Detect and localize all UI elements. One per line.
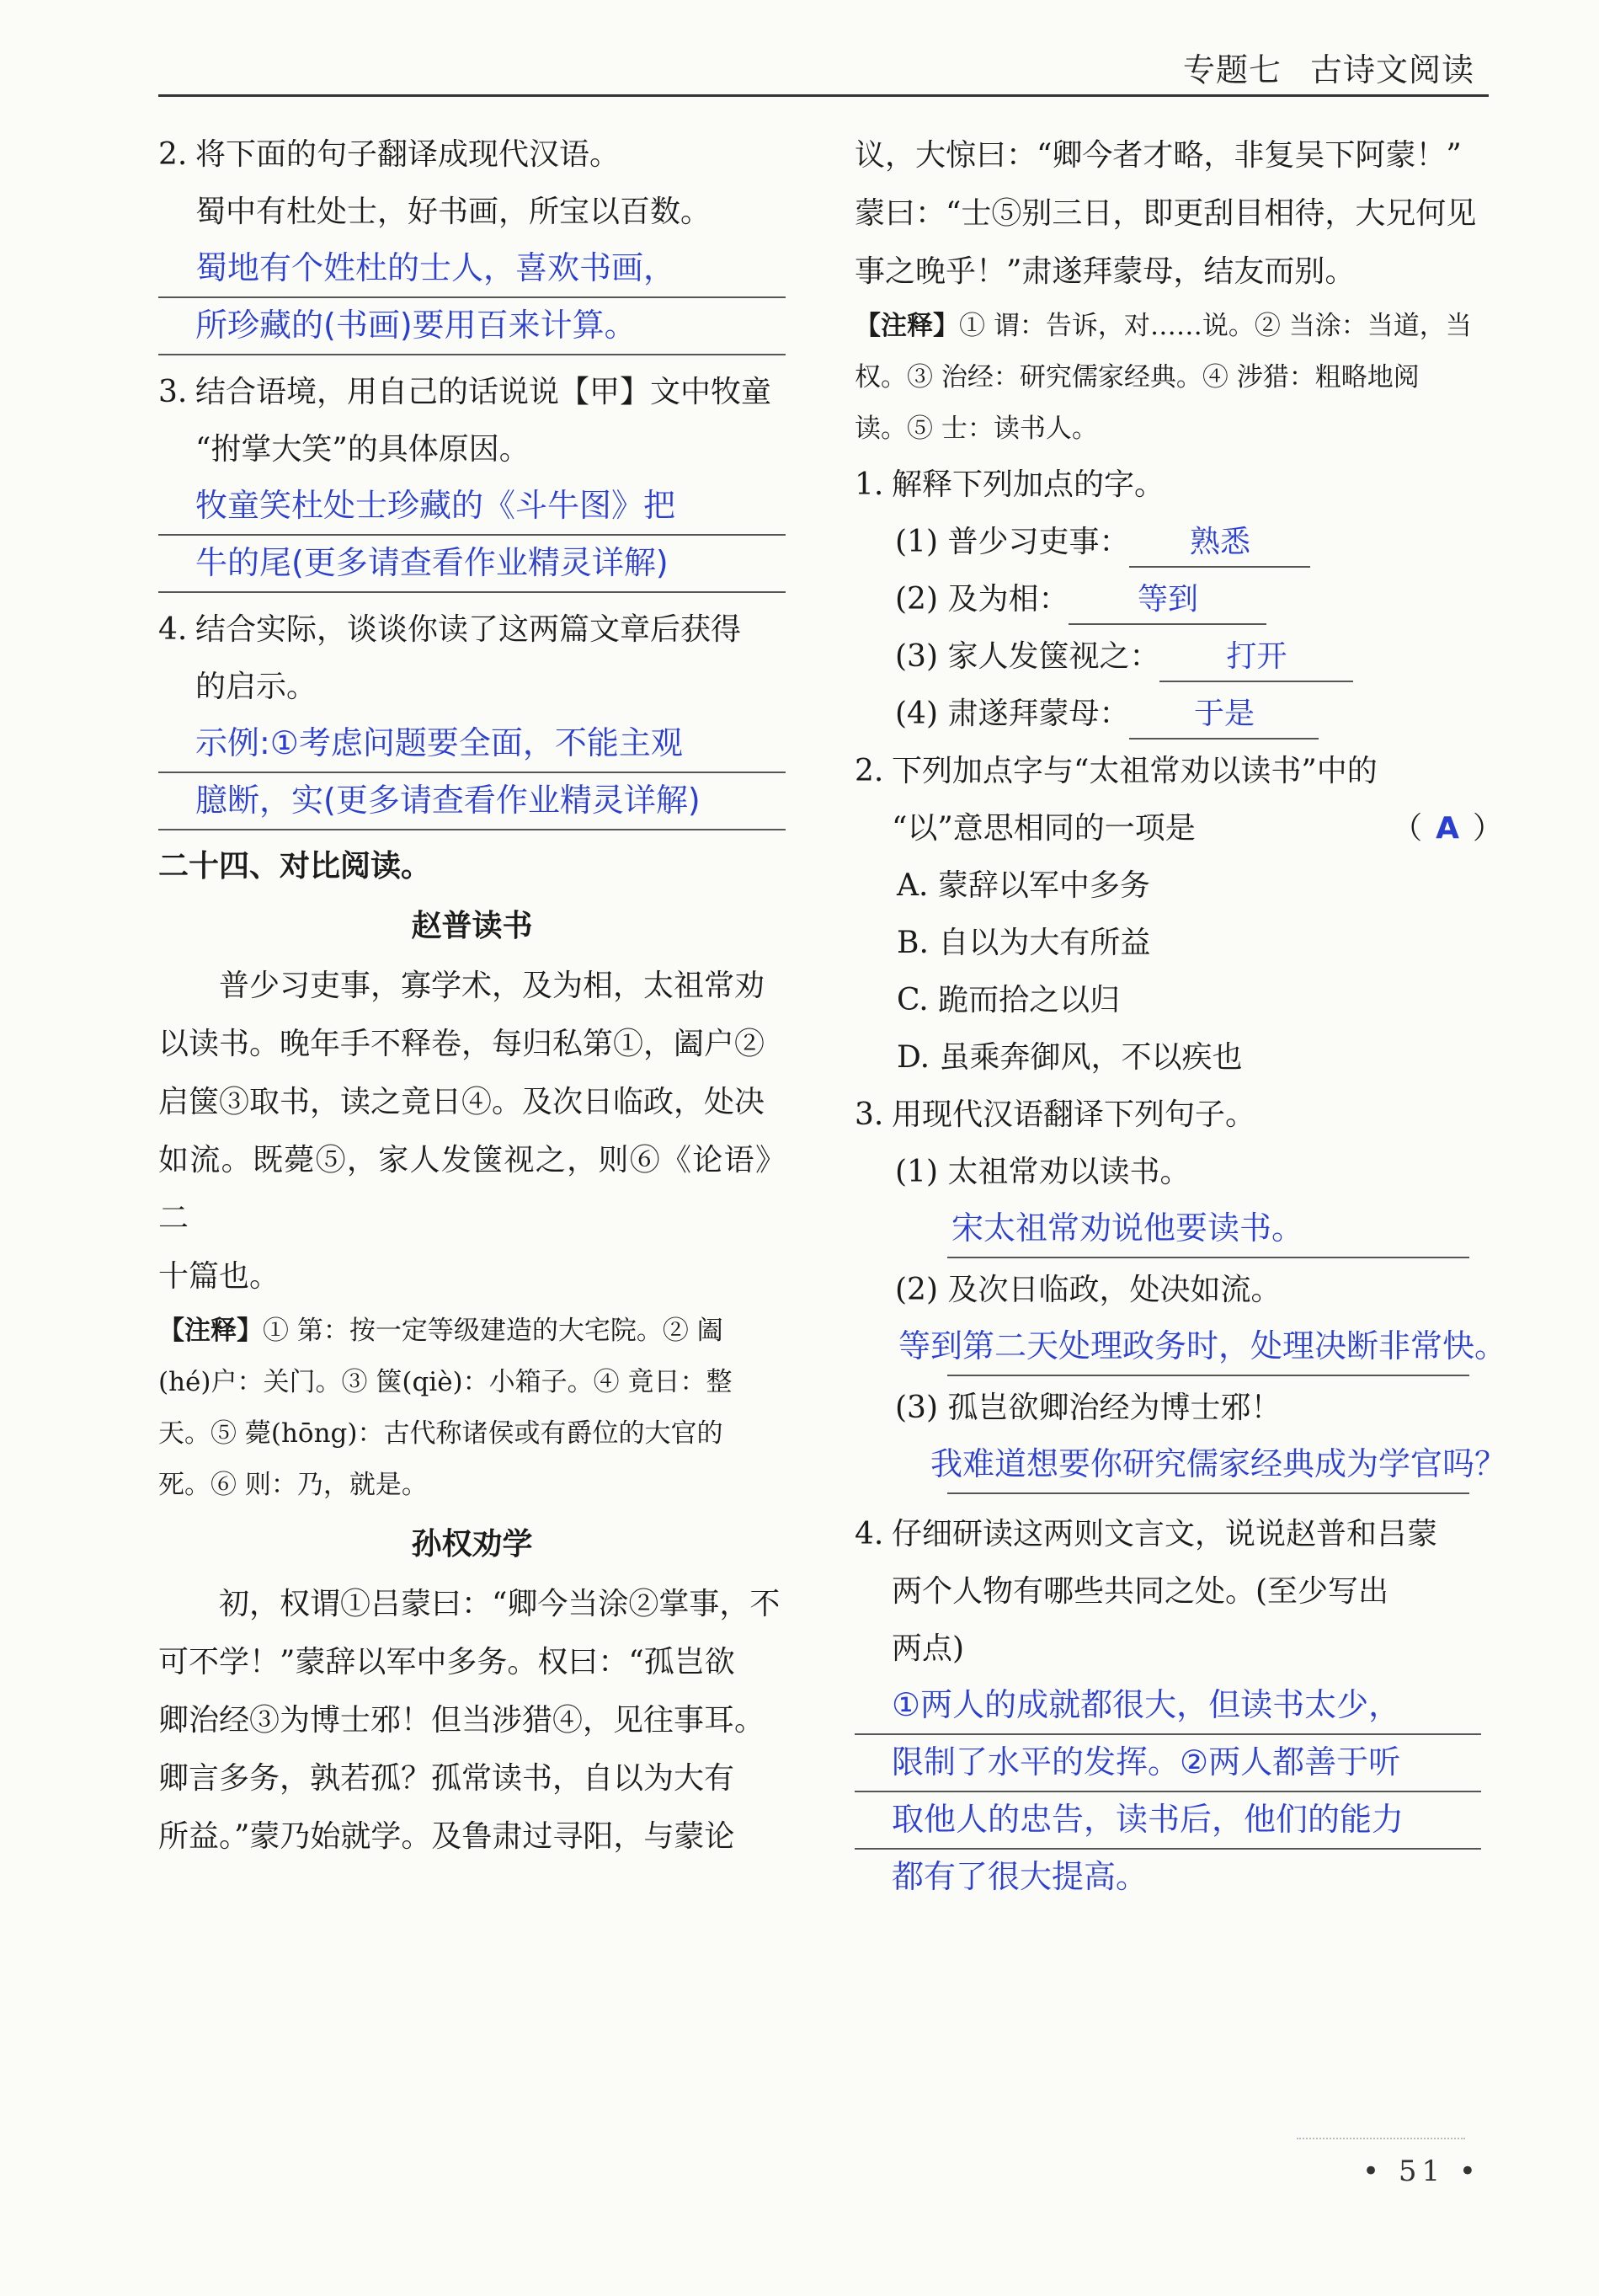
question-prompt-cont: 两点) [892, 1631, 965, 1666]
question-number: 2. [158, 137, 188, 172]
question-2-left [158, 126, 786, 355]
translate-answer: 宋太祖常劝说他要读书。 [951, 1209, 1304, 1247]
left-column [158, 126, 786, 1866]
translate-answer: 我难道想要你研究儒家经典成为学官吗？ [930, 1445, 1507, 1482]
question-prompt-cont: 的启示。 [195, 670, 317, 704]
note-line: 死。⑥ 则：乃，就是。 [158, 1470, 428, 1500]
passage-body [158, 1575, 786, 1866]
word-item [855, 514, 1503, 571]
right-column [855, 126, 1507, 1905]
translate-item-label: (3) 孤岂欲卿治经为博士邪！ [895, 1391, 1282, 1425]
passage-continued [855, 126, 1503, 301]
option-d: D. 虽乘奔御风，不以疾也 [897, 1040, 1243, 1075]
answer-line: 取他人的忠告，读书后，他们的能力 [855, 1791, 1481, 1850]
translate-item-label: (1) 太祖常劝以读书。 [895, 1155, 1191, 1189]
note-line: 读。⑤ 士：读书人。 [855, 414, 1098, 444]
passage-line: 议，大惊曰：“卿今者才略，非复吴下阿蒙！” [855, 138, 1462, 173]
question-number: 3. [158, 375, 188, 409]
passage-line: 卿治经③为博士邪！但当涉猎④，见往事耳。 [158, 1703, 765, 1738]
word-item [855, 686, 1503, 743]
note-line: 权。③ 治经：研究儒家经典。④ 涉猎：粗略地阅 [855, 362, 1420, 392]
translate-item-label: (2) 及次日临政，处决如流。 [895, 1273, 1282, 1307]
passage-line: 可不学！”蒙辞以军中多务。权曰：“孤岂欲 [158, 1645, 735, 1679]
word-item-answer: 等到 [1069, 576, 1266, 625]
question-3-right [855, 1087, 1507, 1494]
note-line: (hé)户：关门。③ 箧(qiè)：小箱子。④ 竟日：整 [158, 1367, 733, 1397]
word-item-answer: 打开 [1159, 633, 1353, 682]
paren-open: （ [1392, 811, 1423, 846]
passage-line: 十篇也。 [158, 1259, 280, 1294]
question-number: 2. [855, 754, 884, 788]
word-item [855, 571, 1503, 628]
answer-line: 蜀地有个姓杜的士人，喜欢书画， [158, 241, 786, 298]
word-item-label: (4) 肃遂拜蒙母： [895, 697, 1130, 731]
answer-line: 示例:①考虑问题要全面，不能主观 [158, 716, 786, 773]
note-line: 天。⑤ 薨(hōng)：古代称诸侯或有爵位的大官的 [158, 1418, 723, 1449]
question-number: 3. [855, 1097, 884, 1132]
question-prompt: 结合语境，用自己的话说说【甲】文中牧童 [195, 375, 772, 409]
section-label: 专题七 [1183, 51, 1282, 88]
word-item-label: (2) 及为相： [895, 582, 1069, 617]
answer-line: 牧童笑杜处士珍藏的《斗牛图》把 [158, 478, 786, 536]
note-tag: 【注释】 [158, 1316, 263, 1346]
word-item-label: (1) 普少习吏事： [895, 525, 1130, 559]
passage-title: 赵普读书 [411, 909, 533, 943]
footer-dots [1297, 2138, 1465, 2139]
answer-line: 臆断，实(更多请查看作业精灵详解) [158, 773, 786, 830]
passage-line: 如流。既薨⑤，家人发箧视之，则⑥《论语》二 [158, 1143, 786, 1236]
answer-line: 牛的尾(更多请查看作业精灵详解) [158, 536, 786, 593]
word-item-answer: 熟悉 [1129, 519, 1310, 568]
section-heading: 二十四、对比阅读。 [158, 849, 432, 884]
question-number: 4. [158, 612, 188, 647]
passage-line: 蒙曰：“士⑤别三日，即更刮目相待，大兄何见 [855, 196, 1477, 231]
passage-notes [158, 1306, 786, 1511]
question-prompt: 下列加点字与“太祖常劝以读书”中的 [892, 754, 1378, 788]
paren-close: ） [1472, 811, 1503, 846]
word-item-label: (3) 家人发箧视之： [895, 639, 1160, 674]
header-divider [158, 94, 1489, 97]
passage-line: 普少习吏事，寡学术，及为相，太祖常劝 [219, 969, 765, 1003]
note-line: ① 第：按一定等级建造的大宅院。② 阖 [263, 1316, 723, 1346]
question-prompt-cont: 两个人物有哪些共同之处。(至少写出 [892, 1574, 1389, 1609]
option-c: C. 跪而拾之以归 [897, 983, 1121, 1017]
question-prompt: 用现代汉语翻译下列句子。 [892, 1097, 1256, 1132]
question-2-right [855, 743, 1503, 1087]
question-prompt: 解释下列加点的字。 [892, 467, 1165, 502]
passage-line: 事之晚乎！”肃遂拜蒙母，结友而别。 [855, 254, 1356, 289]
choice-answer: A [1436, 811, 1459, 846]
passage-line: 启箧③取书，读之竟日④。及次日临政，处决 [158, 1085, 765, 1119]
answer-choice [1392, 800, 1503, 857]
passage-body [158, 957, 786, 1306]
answer-line: 限制了水平的发挥。②两人都善于听 [892, 1743, 1401, 1781]
page-number: • 51 • [1362, 2155, 1481, 2188]
note-tag: 【注释】 [855, 311, 959, 341]
answer-line: ①两人的成就都很大，但读书太少， [855, 1678, 1481, 1735]
passage-line: 以读书。晚年手不释卷，每归私第①，阖户② [158, 1027, 765, 1061]
option-b: B. 自以为大有所益 [897, 926, 1151, 960]
question-4-right [855, 1506, 1503, 1905]
source-sentence: 蜀中有杜处士，好书画，所宝以百数。 [195, 195, 712, 229]
note-line: ① 谓：告诉，对……说。② 当涂：当道，当 [959, 311, 1472, 341]
passage-line: 所益。”蒙乃始就学。及鲁肃过寻阳，与蒙论 [158, 1819, 735, 1854]
question-prompt-cont [855, 800, 1503, 857]
question-prompt: 仔细研读这两则文言文，说说赵普和吕蒙 [892, 1517, 1438, 1551]
word-item [855, 628, 1503, 686]
passage-notes [855, 301, 1503, 455]
section-title: 古诗文阅读 [1310, 51, 1475, 88]
question-prompt-cont: “拊掌大笑”的具体原因。 [195, 432, 530, 467]
page-header [1183, 44, 1474, 90]
option-a: A. 蒙辞以军中多务 [897, 868, 1150, 903]
question-number: 4. [855, 1517, 884, 1551]
passage-title: 孙权劝学 [411, 1527, 533, 1562]
question-4-left [158, 601, 786, 830]
question-prompt: 将下面的句子翻译成现代汉语。 [195, 137, 621, 172]
question-1-right [855, 457, 1503, 743]
answer-line: 所珍藏的(书画)要用百来计算。 [158, 298, 786, 355]
answer-line: 都有了很大提高。 [892, 1858, 1149, 1895]
word-item-answer: 于是 [1129, 691, 1319, 740]
question-number: 1. [855, 467, 884, 502]
passage-line: 初，权谓①吕蒙曰：“卿今当涂②掌事，不 [219, 1587, 781, 1621]
question-prompt-text: “以”意思相同的一项是 [892, 811, 1196, 846]
question-prompt: 结合实际，谈谈你读了这两篇文章后获得 [195, 612, 742, 647]
passage-line: 卿言多务，孰若孤？孤常读书，自以为大有 [158, 1761, 735, 1796]
translate-answer: 等到第二天处理政务时，处理决断非常快。 [898, 1327, 1507, 1364]
question-3-left [158, 364, 786, 593]
